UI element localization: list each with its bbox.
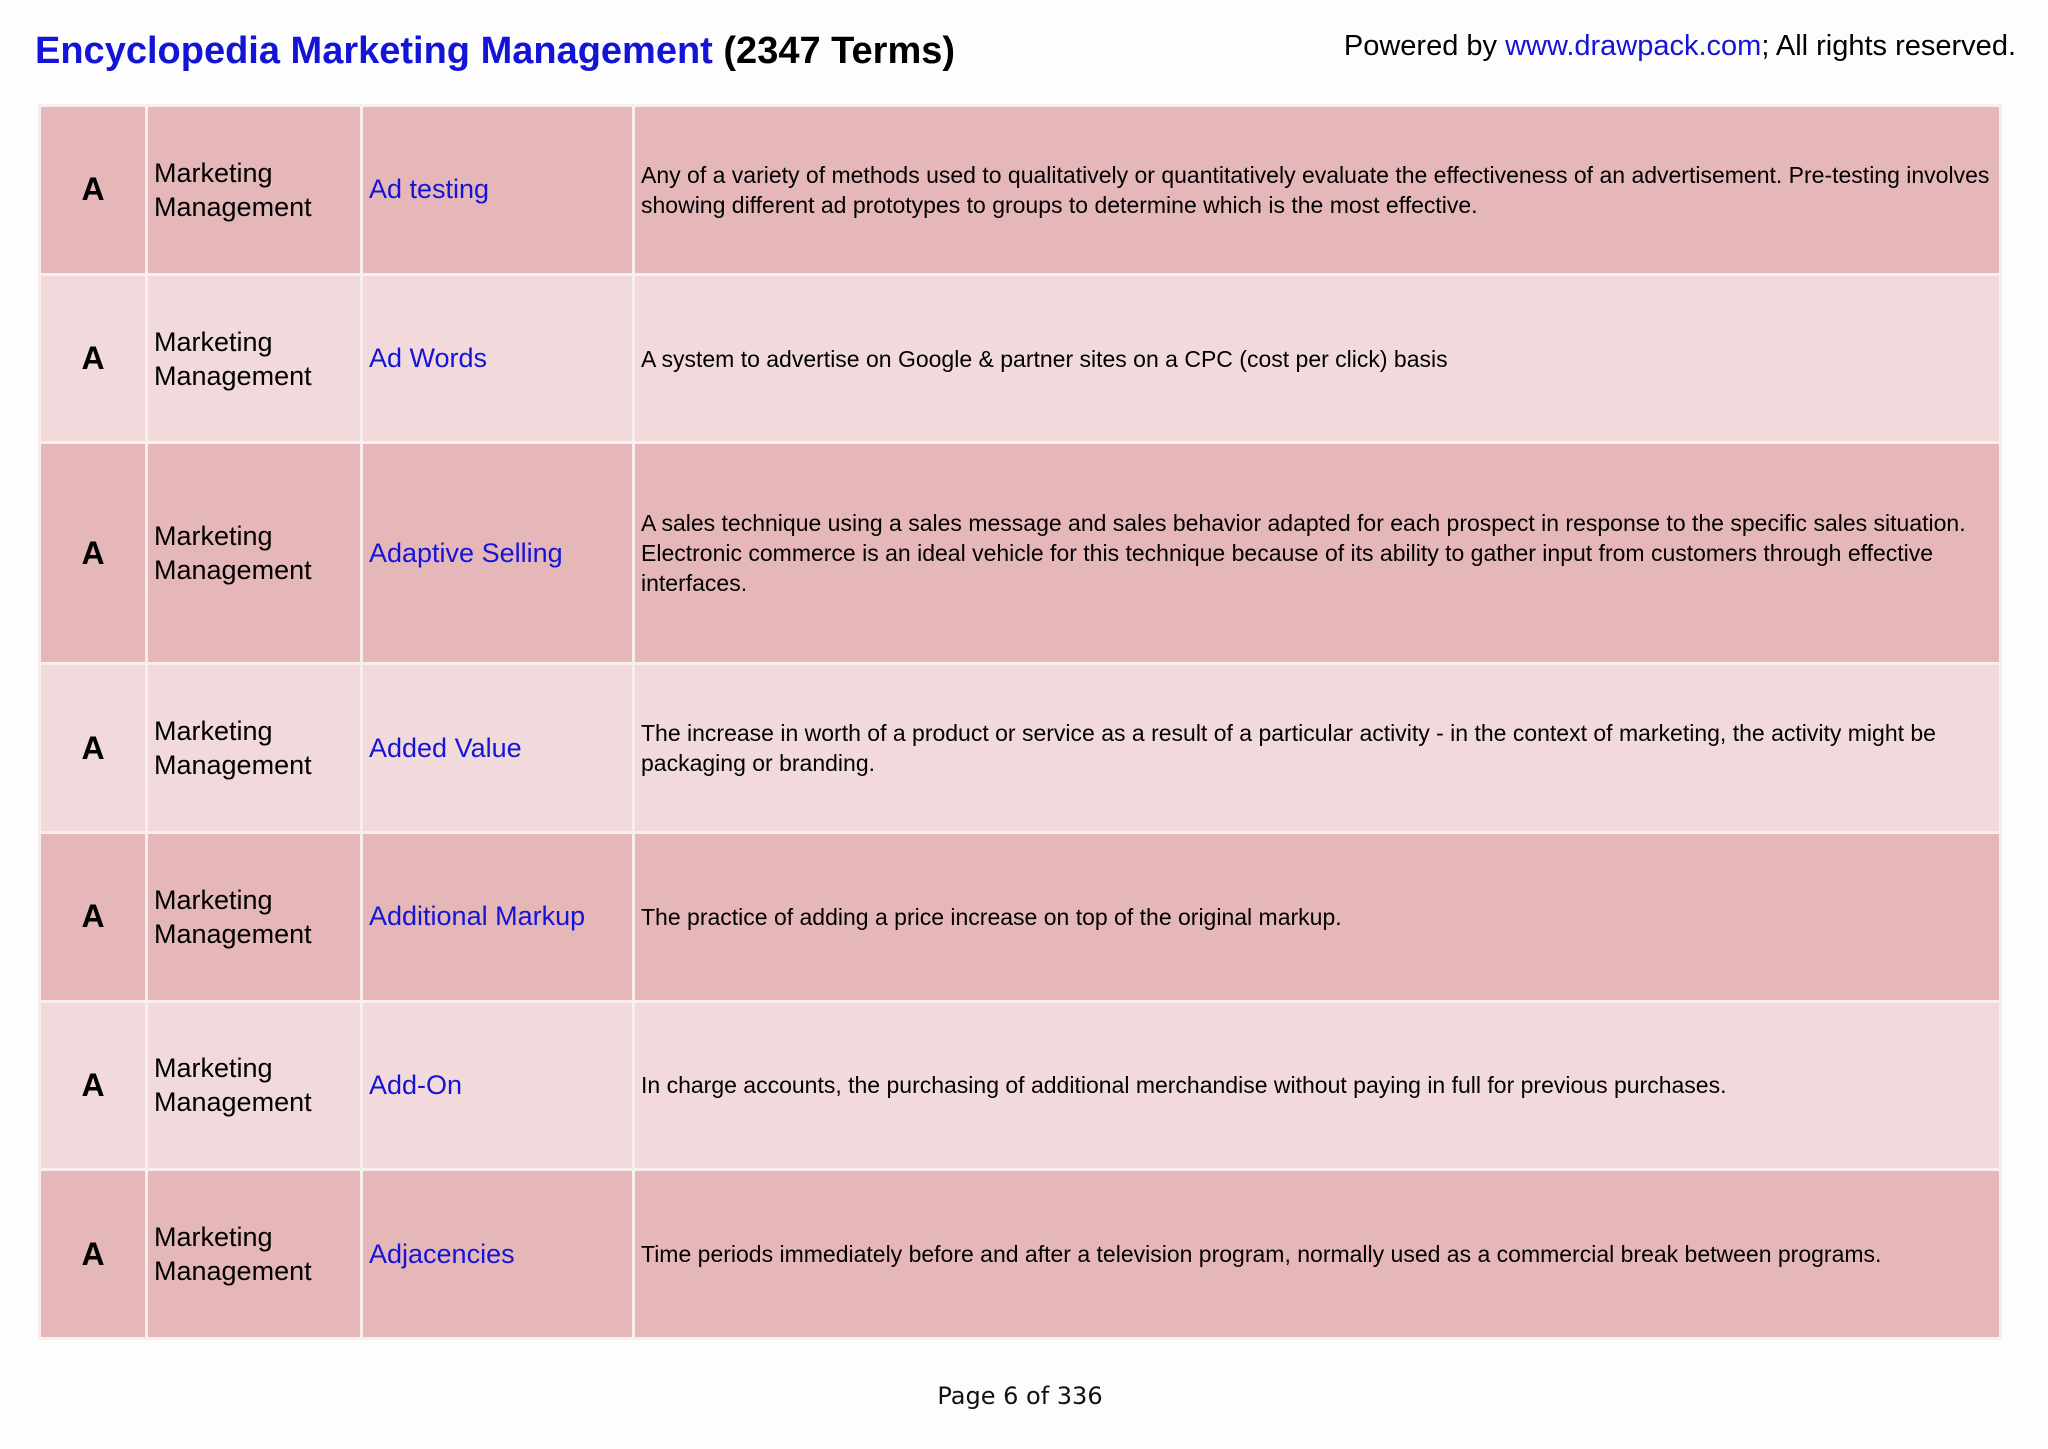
table-row (40, 1001, 2001, 1170)
letter-cell: A (40, 664, 147, 833)
table-row (40, 274, 2001, 443)
letter-cell: A (40, 106, 147, 275)
term-link[interactable]: Adjacencies (362, 1170, 634, 1339)
drawpack-link[interactable]: www.drawpack.com (1505, 30, 1762, 62)
term-link[interactable]: Ad Words (362, 274, 634, 443)
letter-cell: A (40, 1170, 147, 1339)
title-brand-link[interactable]: Encyclopedia Marketing Management (35, 30, 713, 72)
letter-cell: A (40, 443, 147, 664)
definition-cell: A sales technique using a sales message and sales behavior adapted for each prospect in response to the specific sales situation. Electronic commerce is an ideal vehicle for this technique because of its ability to gather input from customers through effective interfaces. (634, 443, 2001, 664)
subject-cell: Marketing Management (147, 443, 362, 664)
powered-by-notice (1344, 30, 2016, 63)
subject-cell: Marketing Management (147, 832, 362, 1001)
definition-cell: A system to advertise on Google & partner sites on a CPC (cost per click) basis (634, 274, 2001, 443)
table-row (40, 106, 2001, 275)
table-row (40, 832, 2001, 1001)
term-link[interactable]: Add-On (362, 1001, 634, 1170)
subject-cell: Marketing Management (147, 274, 362, 443)
term-link[interactable]: Added Value (362, 664, 634, 833)
letter-cell: A (40, 1001, 147, 1170)
definition-cell: In charge accounts, the purchasing of additional merchandise without paying in full for previous purchases. (634, 1001, 2001, 1170)
definition-cell: The practice of adding a price increase on top of the original markup. (634, 832, 2001, 1001)
page-title (35, 30, 955, 73)
powered-prefix: Powered by (1343, 30, 1506, 62)
definition-cell: The increase in worth of a product or service as a result of a particular activity - in the context of marketing, the activity might be packaging or branding. (634, 664, 2001, 833)
subject-cell: Marketing Management (147, 1170, 362, 1339)
table-row (40, 664, 2001, 833)
subject-cell: Marketing Management (147, 106, 362, 275)
letter-cell: A (40, 274, 147, 443)
letter-cell: A (40, 832, 147, 1001)
table-row (40, 1170, 2001, 1339)
page-number: Page 6 of 336 (937, 1382, 1103, 1410)
term-link[interactable]: Additional Markup (362, 832, 634, 1001)
term-link[interactable]: Adaptive Selling (362, 443, 634, 664)
page-header (35, 26, 2016, 82)
table-row (40, 443, 2001, 664)
title-term-count: (2347 Terms) (723, 30, 956, 72)
definition-cell: Time periods immediately before and after a television program, normally used as a commercial break between programs. (634, 1170, 2001, 1339)
powered-suffix: ; All rights reserved. (1761, 30, 2016, 62)
subject-cell: Marketing Management (147, 664, 362, 833)
term-link[interactable]: Ad testing (362, 106, 634, 275)
definition-cell: Any of a variety of methods used to qualitatively or quantitatively evaluate the effectiveness of an advertisement. Pre-testing involves showing different ad prototypes to groups to determine which is the most effective. (634, 106, 2001, 275)
subject-cell: Marketing Management (147, 1001, 362, 1170)
terms-table (38, 104, 2002, 1340)
